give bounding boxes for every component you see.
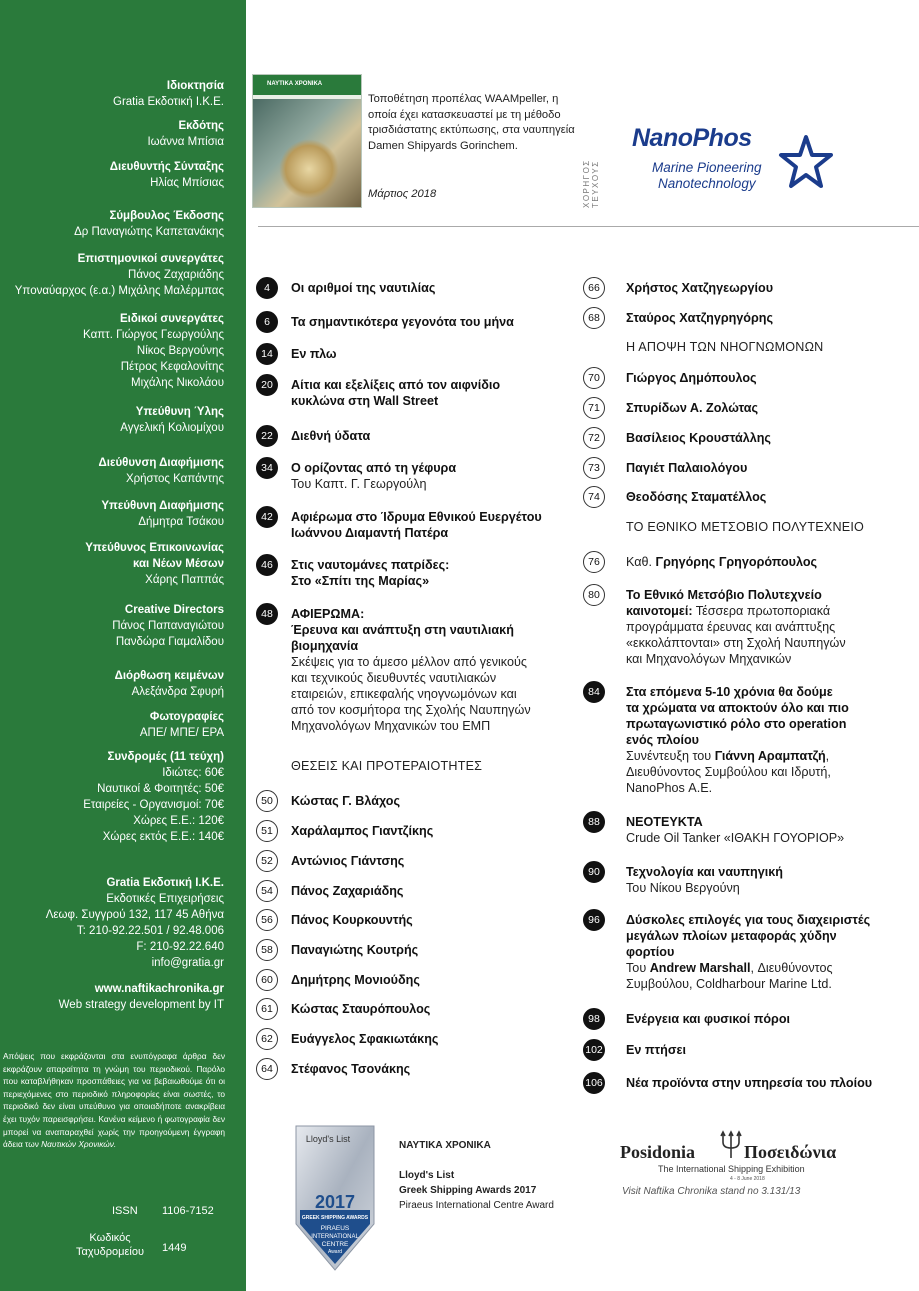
toc-entry[interactable] <box>291 509 542 541</box>
toc-subtitle: Crude Oil Tanker «ΙΘΑΚΗ ΓΟΥΟΡΙΟΡ» <box>626 831 845 845</box>
page-number-badge: 72 <box>583 427 605 449</box>
masthead-value: Πανδώρα Γιαμαλίδου <box>115 636 224 648</box>
cover-thumbnail <box>252 74 362 208</box>
toc-title: πρωταγωνιστικό ρόλο στο operation <box>626 717 847 731</box>
masthead-block <box>99 455 224 487</box>
section-heading: ΤΟ ΕΘΝΙΚΟ ΜΕΤΣΟΒΙΟ ΠΟΛΥΤΕΧΝΕΙΟ <box>626 520 865 534</box>
masthead-value: Λεωφ. Συγγρού 132, 117 45 Αθήνα <box>45 909 224 921</box>
toc-subtitle: Καθ. <box>626 555 656 569</box>
toc-title: Τα σημαντικότερα γεγονότα του μήνα <box>291 315 514 329</box>
masthead-heading: Gratia Εκδοτική Ι.Κ.Ε. <box>106 877 224 889</box>
page-number-badge: 46 <box>256 554 278 576</box>
page-number-badge: 52 <box>256 850 278 872</box>
toc-title: Ευάγγελος Σφακιωτάκης <box>291 1032 439 1046</box>
page-number-badge: 6 <box>256 311 278 333</box>
page-number-badge: 60 <box>256 969 278 991</box>
issn-value: 1106-7152 <box>162 1205 214 1217</box>
toc-title: τα χρώματα να αποκτούν όλο και πιο <box>626 701 849 715</box>
toc-title: βιομηχανία <box>291 639 359 653</box>
award-l1: Lloyd's List <box>399 1170 455 1181</box>
masthead-value: Νίκος Βεργούνης <box>136 345 224 357</box>
masthead-block <box>112 602 224 650</box>
toc-entry[interactable] <box>291 460 456 492</box>
masthead-block <box>115 668 224 700</box>
page-number-badge: 61 <box>256 998 278 1020</box>
toc-title: Γιώργος Δημόπουλος <box>626 371 757 385</box>
page-number-badge: 73 <box>583 457 605 479</box>
masthead-value: Ηλίας Μπίσιας <box>150 177 224 189</box>
toc-subtitle: NanoPhos Α.Ε. <box>626 781 713 795</box>
toc-entry[interactable] <box>626 554 817 570</box>
toc-entry[interactable] <box>626 1075 872 1091</box>
toc-entry[interactable] <box>626 864 783 896</box>
issn-label: ISSN <box>112 1205 138 1217</box>
toc-subtitle: Συμβούλου, Coldharbour Marine Ltd. <box>626 977 832 991</box>
toc-entry[interactable] <box>626 310 773 326</box>
toc-entry[interactable] <box>291 606 531 734</box>
masthead-heading: Συνδρομές (11 τεύχη) <box>107 751 224 763</box>
toc-entry[interactable] <box>291 377 500 409</box>
page-number-badge: 51 <box>256 820 278 842</box>
masthead-value: Δήμητρα Τσάκου <box>138 516 224 528</box>
page-number-badge: 106 <box>583 1072 605 1094</box>
masthead-block <box>113 78 224 110</box>
masthead-block <box>74 208 224 240</box>
masthead-value: Αλεξάνδρα Σφυρή <box>131 686 224 698</box>
posidonia-subtitle: The International Shipping Exhibition <box>658 1164 805 1174</box>
masthead-value: Ναυτικοί & Φοιτητές: 50€ <box>97 783 224 795</box>
toc-title: Πάνος Ζαχαριάδης <box>291 884 404 898</box>
toc-title: Στο «Σπίτι της Μαρίας» <box>291 574 430 588</box>
toc-entry[interactable] <box>291 557 449 589</box>
award-title: ΝΑΥΤΙΚΑ ΧΡΟΝΙΚΑ <box>399 1140 491 1151</box>
disclaimer <box>3 1050 225 1151</box>
masthead-heading: Διόρθωση κειμένων <box>114 670 224 682</box>
badge-top: Lloyd's List <box>305 1134 351 1144</box>
propeller-image <box>279 139 339 199</box>
masthead-value: info@gratia.gr <box>151 957 224 969</box>
toc-title: Διεθνή ύδατα <box>291 429 371 443</box>
toc-entry[interactable] <box>291 428 370 444</box>
toc-subtitle: και τεχνικούς διευθυντές ναυτιλιακών <box>291 671 497 685</box>
toc-subtitle: προγράμματα έρευνας και ανάπτυξης <box>626 620 836 634</box>
masthead-heading: Διεύθυνση Διαφήμισης <box>98 457 224 469</box>
toc-title: Παγιέτ Παλαιολόγου <box>626 461 748 475</box>
masthead-block <box>46 875 224 971</box>
masthead-block <box>83 749 224 845</box>
page-number-badge: 102 <box>583 1039 605 1061</box>
toc-title: Νέα προϊόντα στην υπηρεσία του πλοίου <box>626 1076 873 1090</box>
masthead-value: Web strategy development by IT <box>58 999 224 1011</box>
masthead-heading: Υπεύθυνη Διαφήμισης <box>101 500 224 512</box>
masthead-value: Ιδιώτες: 60€ <box>162 767 224 779</box>
masthead-value: Ιωάννα Μπίσια <box>147 136 224 148</box>
toc-title: Εν πτήσει <box>626 1043 686 1057</box>
toc-entry[interactable] <box>626 370 757 386</box>
page-number-badge: 96 <box>583 909 605 931</box>
disclaimer-text: Απόψεις που εκφράζονται στα ενυπόγραφα άρθρα δεν εκφράζουν απαραίτητα τη γνώμη του περιοδικού. Παρόλο που καταβλήθηκαν προσπάθειες για να βεβαιωθούμε ότι οι περιεχόμενες στο περιοδικό πληροφορίες είναι σωστές, το περιοδικό δεν είναι υπεύθυνο για οποιαδήποτε ανακρίβεια έχει τυχόν παρεισφρήσει. Κανένα κείμενο ή φωτογραφία δεν μπορεί να αναπαραχθεί χωρίς την προηγούμενη έγγραφη άδεια των <box>3 1051 225 1150</box>
masthead-value: Χώρες εκτός Ε.Ε.: 140€ <box>102 831 224 843</box>
masthead-value: Πάνος Παπαναγιώτου <box>112 620 224 632</box>
masthead-block <box>83 311 224 391</box>
toc-entry[interactable] <box>291 346 337 362</box>
toc-title: ΑΦΙΕΡΩΜΑ: <box>291 607 365 621</box>
sponsor-tagline-2: Nanotechnology <box>658 176 756 191</box>
masthead-heading: και Νέων Μέσων <box>132 558 224 570</box>
toc-title: Το Εθνικό Μετσόβιο Πολυτεχνείο <box>626 588 822 602</box>
toc-title: Ο ορίζοντας από τη γέφυρα <box>291 461 457 475</box>
masthead-block <box>147 118 224 150</box>
postal-value: 1449 <box>162 1242 187 1254</box>
badge-l3: CENTRE <box>321 1241 349 1248</box>
masthead-value: Εκδοτικές Επιχειρήσεις <box>106 893 224 905</box>
toc-entry[interactable] <box>291 942 418 958</box>
toc-subtitle: Συνέντευξη του <box>626 749 715 763</box>
toc-author: Γρηγόρης Γρηγορόπουλος <box>655 555 818 569</box>
award-badge <box>292 1124 378 1272</box>
toc-title: Αίτια και εξελίξεις από τον αιφνίδιο <box>291 378 501 392</box>
masthead-value: Καπτ. Γιώργος Γεωργούλης <box>83 329 224 341</box>
toc-subtitle: Μηχανολόγων Μηχανικών του ΕΜΠ <box>291 719 491 733</box>
disclaimer-italic: Ναυτικών Χρονικών. <box>41 1139 117 1150</box>
masthead-block <box>120 404 224 436</box>
masthead-block <box>110 159 224 191</box>
section-heading: ΘΕΣΕΙΣ ΚΑΙ ΠΡΟΤΕΡΑΙΟΤΗΤΕΣ <box>291 759 483 773</box>
badge-l2: INTERNATIONAL <box>311 1234 359 1240</box>
masthead-value: Δρ Παναγιώτης Καπετανάκης <box>74 226 224 238</box>
toc-subtitle: από τον κοσμήτορα της Σχολής Ναυπηγών <box>291 703 531 717</box>
masthead-heading: Σύμβουλος Έκδοσης <box>109 210 224 222</box>
toc-entry[interactable] <box>291 793 400 809</box>
masthead-value: Χρήστος Καπάντης <box>125 473 224 485</box>
toc-title: ΝΕΟΤΕΥΚΤΑ <box>626 815 703 829</box>
masthead-value: Μιχάλης Νικολάου <box>131 377 224 389</box>
page-number-badge: 90 <box>583 861 605 883</box>
page-number-badge: 48 <box>256 603 278 625</box>
page-number-badge: 20 <box>256 374 278 396</box>
star-icon <box>778 134 834 190</box>
masthead-value: Πέτρος Κεφαλονίτης <box>120 361 224 373</box>
masthead-sidebar <box>0 0 246 1291</box>
trident-icon <box>718 1130 744 1160</box>
masthead-value: Υποναύαρχος (ε.α.) Μιχάλης Μαλέρμπας <box>14 285 224 297</box>
sponsor-label: ΧΟΡΗΓΟΣ ΤΕΥΧΟΥΣ <box>582 159 600 208</box>
page-number-badge: 71 <box>583 397 605 419</box>
masthead-block <box>140 709 224 741</box>
masthead-block <box>59 981 224 1013</box>
masthead-value: Χάρης Παππάς <box>145 574 224 586</box>
masthead-heading: Ειδικοί συνεργάτες <box>119 313 224 325</box>
page-number-badge: 88 <box>583 811 605 833</box>
toc-subtitle: Του <box>626 961 650 975</box>
masthead-heading: Εκδότης <box>178 120 224 132</box>
toc-subtitle: «εκκολάπτονται» στη Σχολή Ναυπηγών <box>626 636 846 650</box>
postal-label-2: Ταχυδρομείου <box>76 1246 144 1258</box>
page-number-badge: 64 <box>256 1058 278 1080</box>
masthead-value: Αγγελική Κολιομίχου <box>120 422 224 434</box>
toc-title: Εν πλω <box>291 347 337 361</box>
toc-title: Ενέργεια και φυσικοί πόροι <box>626 1012 791 1026</box>
postal-label <box>62 1231 158 1259</box>
posidonia-latin: Posidonia <box>620 1142 696 1162</box>
toc-entry[interactable] <box>626 684 849 796</box>
toc-title: Πάνος Κουρκουντής <box>291 913 413 927</box>
toc-title: Τεχνολογία και ναυπηγική <box>626 865 783 879</box>
toc-title: Χρήστος Χατζηγεωργίου <box>626 281 774 295</box>
toc-subtitle: Του Καπτ. Γ. Γεωργούλη <box>291 477 427 491</box>
toc-entry[interactable] <box>626 430 771 446</box>
toc-entry[interactable] <box>626 400 758 416</box>
masthead-heading: Ιδιοκτησία <box>166 80 224 92</box>
page-number-badge: 76 <box>583 551 605 573</box>
toc-entry[interactable] <box>626 1042 686 1058</box>
masthead-value: T: 210-92.22.501 / 92.48.006 <box>76 925 224 937</box>
toc-entry[interactable] <box>626 280 773 296</box>
toc-title: Θεοδόσης Σταματέλλος <box>626 490 767 504</box>
toc-title: καινοτομεί: <box>626 604 693 618</box>
masthead-value: ΑΠΕ/ ΜΠΕ/ ΕΡΑ <box>139 727 224 739</box>
page-number-badge: 80 <box>583 584 605 606</box>
toc-entry[interactable] <box>291 823 433 839</box>
toc-subtitle: Τέσσερα πρωτοποριακά <box>692 604 831 618</box>
page-number-badge: 56 <box>256 909 278 931</box>
badge-l4: Award <box>327 1249 343 1255</box>
toc-title: Στις ναυτομάνες πατρίδες: <box>291 558 450 572</box>
toc-title: κυκλώνα στη Wall Street <box>291 394 439 408</box>
toc-title: Ιωάννου Διαμαντή Πατέρα <box>291 526 449 540</box>
masthead-value: Πάνος Ζαχαριάδης <box>128 269 224 281</box>
toc-title: Αφιέρωμα στο Ίδρυμα Εθνικού Ευεργέτου <box>291 510 542 524</box>
page-number-badge: 68 <box>583 307 605 329</box>
masthead-block <box>15 251 224 299</box>
toc-entry[interactable] <box>291 1061 410 1077</box>
page-number-badge: 70 <box>583 367 605 389</box>
masthead-heading: Επιστημονικοί συνεργάτες <box>77 253 224 265</box>
toc-title: Έρευνα και ανάπτυξη στη ναυτιλιακή <box>291 623 514 637</box>
cover-photo <box>253 99 362 208</box>
page-number-badge: 34 <box>256 457 278 479</box>
masthead-heading: Υπεύθυνος Επικοινωνίας <box>85 542 224 554</box>
masthead-heading: Υπεύθυνη Ύλης <box>135 406 224 418</box>
page-number-badge: 98 <box>583 1008 605 1030</box>
toc-title: Σπυρίδων Α. Ζολώτας <box>626 401 759 415</box>
page-number-badge: 54 <box>256 880 278 902</box>
masthead-value: Εταιρείες - Οργανισμοί: 70€ <box>83 799 224 811</box>
award-l3: Piraeus International Centre Award <box>399 1200 554 1211</box>
section-heading: Η ΑΠΟΨΗ ΤΩΝ ΝΗΟΓΝΩΜΟΝΩΝ <box>626 340 824 354</box>
toc-entry[interactable] <box>626 587 846 667</box>
toc-title: μεγάλων πλοίων μεταφοράς χύδην <box>626 929 837 943</box>
toc-subtitle: , <box>825 749 830 763</box>
toc-entry[interactable] <box>291 912 413 928</box>
toc-entry[interactable] <box>291 883 403 899</box>
page-number-badge: 84 <box>583 681 605 703</box>
award-text <box>399 1138 554 1213</box>
toc-subtitle: εταιρειών, επικεφαλής νηογνωμόνων και <box>291 687 517 701</box>
page-number-badge: 66 <box>583 277 605 299</box>
toc-subtitle: , Διευθύνοντος <box>750 961 833 975</box>
page-number-badge: 50 <box>256 790 278 812</box>
cover-date: Μάρτιος 2018 <box>368 188 437 200</box>
toc-title: Κώστας Σταυρόπουλος <box>291 1002 431 1016</box>
toc-entry[interactable] <box>291 972 420 988</box>
masthead-value: Gratia Εκδοτική Ι.Κ.Ε. <box>113 96 224 108</box>
masthead-block <box>133 556 224 588</box>
posidonia-logo <box>620 1128 840 1198</box>
page-number-badge: 62 <box>256 1028 278 1050</box>
toc-entry[interactable] <box>291 1001 430 1017</box>
toc-entry[interactable] <box>626 814 844 846</box>
toc-title: Στέφανος Τσονάκης <box>291 1062 411 1076</box>
toc-title: Αντώνιος Γιάντσης <box>291 854 405 868</box>
toc-entry[interactable] <box>291 280 435 296</box>
toc-entry[interactable] <box>626 489 766 505</box>
badge-l1: PIRAEUS <box>320 1225 350 1232</box>
sponsor-tagline-1: Marine Pioneering <box>652 160 762 175</box>
toc-title: Παναγιώτης Κουτρής <box>291 943 419 957</box>
page-number-badge: 22 <box>256 425 278 447</box>
postal-label-1: Κωδικός <box>89 1232 131 1244</box>
toc-subtitle: Του Νίκου Βεργούνη <box>626 881 740 895</box>
masthead-value: Χώρες Ε.Ε.: 120€ <box>133 815 224 827</box>
masthead-heading: www.naftikachronika.gr <box>94 983 224 995</box>
masthead-block <box>101 498 224 530</box>
page-number-badge: 14 <box>256 343 278 365</box>
badge-mid: GREEK SHIPPING AWARDS <box>301 1215 369 1221</box>
toc-title: Δύσκολες επιλογές για τους διαχειριστές <box>626 913 871 927</box>
toc-title: φορτίου <box>626 945 675 959</box>
toc-entry[interactable] <box>291 853 404 869</box>
toc-title: ενός πλοίου <box>626 733 699 747</box>
award-l2: Greek Shipping Awards 2017 <box>399 1185 537 1196</box>
page-number-badge: 42 <box>256 506 278 528</box>
sponsor-name: NanoPhos <box>632 124 752 152</box>
divider <box>258 226 919 227</box>
cover-band: ΝΑΥΤΙΚΑ ΧΡΟΝΙΚΑ <box>253 75 361 95</box>
masthead-heading: Creative Directors <box>124 604 224 616</box>
posidonia-stand: Visit Naftika Chronika stand no 3.131/13 <box>622 1186 801 1197</box>
masthead-heading: Διευθυντής Σύνταξης <box>109 161 224 173</box>
masthead-value: F: 210-92.22.640 <box>136 941 224 953</box>
toc-entry[interactable] <box>626 460 747 476</box>
posidonia-dates: 4 - 8 June 2018 <box>730 1176 765 1182</box>
badge-year: 2017 <box>314 1192 356 1212</box>
toc-title: Κώστας Γ. Βλάχος <box>291 794 401 808</box>
toc-title: Στα επόμενα 5-10 χρόνια θα δούμε <box>626 685 833 699</box>
sponsor-logo <box>628 120 838 200</box>
cover-caption: Τοποθέτηση προπέλας WAAMpeller, η οποία έχει κατασκευαστεί με τη μέθοδο τρισδιάστατης εκτύπωσης, στα ναυπηγεία Damen Shipyards Gorinchem. <box>368 93 575 152</box>
toc-author: Γιάννη Αραμπατζή <box>714 749 826 763</box>
masthead-block <box>85 540 224 556</box>
toc-entry[interactable] <box>626 912 870 992</box>
page-number-badge: 58 <box>256 939 278 961</box>
toc-title: Βασίλειος Κρουστάλλης <box>626 431 771 445</box>
page-number-badge: 4 <box>256 277 278 299</box>
posidonia-greek: Ποσειδώνια <box>744 1142 837 1162</box>
toc-title: Οι αριθμοί της ναυτιλίας <box>291 281 436 295</box>
toc-subtitle: και Μηχανολόγων Μηχανικών <box>626 652 792 666</box>
toc-title: Χαράλαμπος Γιαντζίκης <box>291 824 434 838</box>
toc-entry[interactable] <box>291 1031 438 1047</box>
masthead-heading: Φωτογραφίες <box>149 711 224 723</box>
toc-entry[interactable] <box>291 314 514 330</box>
toc-author: Andrew Marshall <box>649 961 751 975</box>
toc-title: Σταύρος Χατζηγρηγόρης <box>626 311 774 325</box>
toc-subtitle: Διευθύνοντος Συμβούλου και Ιδρυτή, <box>626 765 831 779</box>
toc-entry[interactable] <box>626 1011 790 1027</box>
toc-subtitle: Σκέψεις για το άμεσο μέλλον από γενικούς <box>291 655 527 669</box>
page-number-badge: 74 <box>583 486 605 508</box>
toc-title: Δημήτρης Μονιούδης <box>291 973 420 987</box>
